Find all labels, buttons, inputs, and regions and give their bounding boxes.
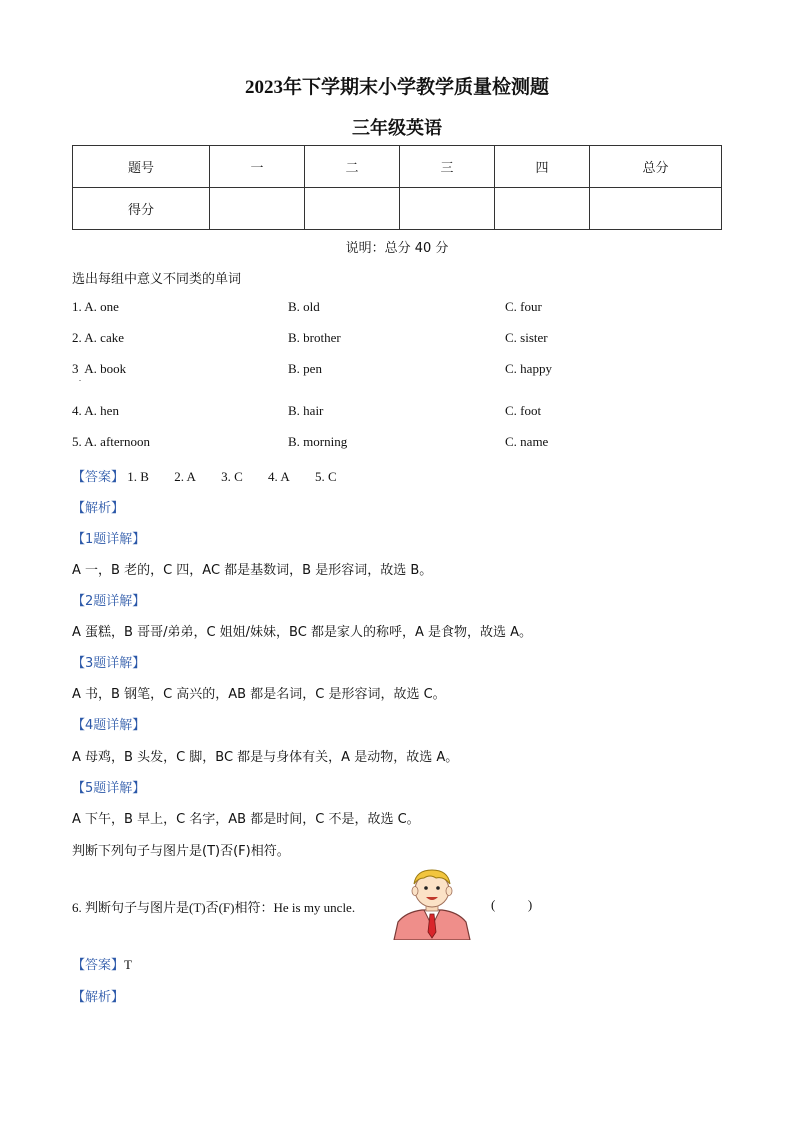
score-cell [495,188,590,230]
uncle-illustration [386,866,478,940]
q2-option-c: C. sister [505,330,548,345]
detail-2-text: A 蛋糕，B 哥哥/弟弟，C 姐姐/妹妹，BC 都是家人的称呼，A 是食物，故选 A。 [72,625,532,640]
detail-3-text: A 书，B 钢笔，C 高兴的，AB 都是名词，C 是形容词，故选 C。 [72,687,446,702]
q3-dot-mark: . [79,374,81,383]
answer-item: 3. C [221,469,243,484]
answer-label: 【答案】 [72,470,125,485]
answer-item: 2. A [174,469,196,484]
q6-answer-value: T [124,957,132,972]
q5-option-a: 5. A. afternoon [72,434,150,449]
detail-3-label: 【3题详解】 [72,656,146,671]
score-note: 说明：总分 40 分 [345,241,449,256]
q4-option-c: C. foot [505,403,542,418]
q2-option-b: B. brother [288,330,341,345]
detail-4-text: A 母鸡，B 头发，C 脚，BC 都是与身体有关，A 是动物，故选 A。 [72,750,459,765]
score-cell [590,188,722,230]
page-title: 2023年下学期末小学教学质量检测题 [244,77,549,98]
score-header-cell: 四 [495,146,590,188]
detail-1-label: 【1题详解】 [72,532,146,547]
q1-option-a: 1. A. one [72,299,119,314]
section1-instruction: 选出每组中意义不同类的单词 [72,272,242,287]
page-subtitle: 三年级英语 [352,118,442,138]
q4-option-b: B. hair [288,403,324,418]
answer-item: 1. B [127,469,149,484]
q4-option-a: 4. A. hen [72,403,119,418]
score-table-header-row [73,146,722,188]
detail-5-text: A 下午，B 早上，C 名字，AB 都是时间，C 不是，故选 C。 [72,812,420,827]
q1-option-b: B. old [288,299,320,314]
score-table-score-row [73,188,722,230]
detail-1-text: A 一，B 老的，C 四，AC 都是基数词，B 是形容词，故选 B。 [72,563,433,578]
q3-option-b: B. pen [288,361,322,376]
answer-item: 5. C [314,469,337,484]
score-header-cell: 三 [400,146,495,188]
score-row-label: 得分 [73,188,210,230]
score-cell [305,188,400,230]
q3-option-a: 3 A. book [72,361,127,376]
q6-answer-blank: ( ) [491,897,533,912]
score-cell [400,188,495,230]
q3-option-c: C. happy [505,361,552,376]
q6-analysis-label: 【解析】 [72,990,125,1005]
detail-2-label: 【2题详解】 [72,594,146,609]
q5-option-c: C. name [505,434,549,449]
section2-instruction: 判断下列句子与图片是(T)否(F)相符。 [72,844,290,859]
q1-option-c: C. four [505,299,542,314]
answer-item: 4. A [268,469,290,484]
score-cell [210,188,305,230]
detail-4-label: 【4题详解】 [72,718,146,733]
q5-option-b: B. morning [288,434,348,449]
answer-line [72,466,359,485]
score-header-cell: 一 [210,146,305,188]
q6-answer-label: 【答案】 [72,958,125,973]
detail-5-label: 【5题详解】 [72,781,146,796]
analysis-label: 【解析】 [72,501,125,516]
q6-text: 6. 判断句子与图片是(T)否(F)相符：He is my uncle. [72,900,356,915]
score-header-cell: 题号 [73,146,210,188]
answer-items [127,469,358,484]
score-header-cell: 二 [305,146,400,188]
score-header-cell: 总分 [590,146,722,188]
q2-option-a: 2. A. cake [72,330,124,345]
q6-answer-line [72,954,132,973]
score-table [72,145,722,230]
